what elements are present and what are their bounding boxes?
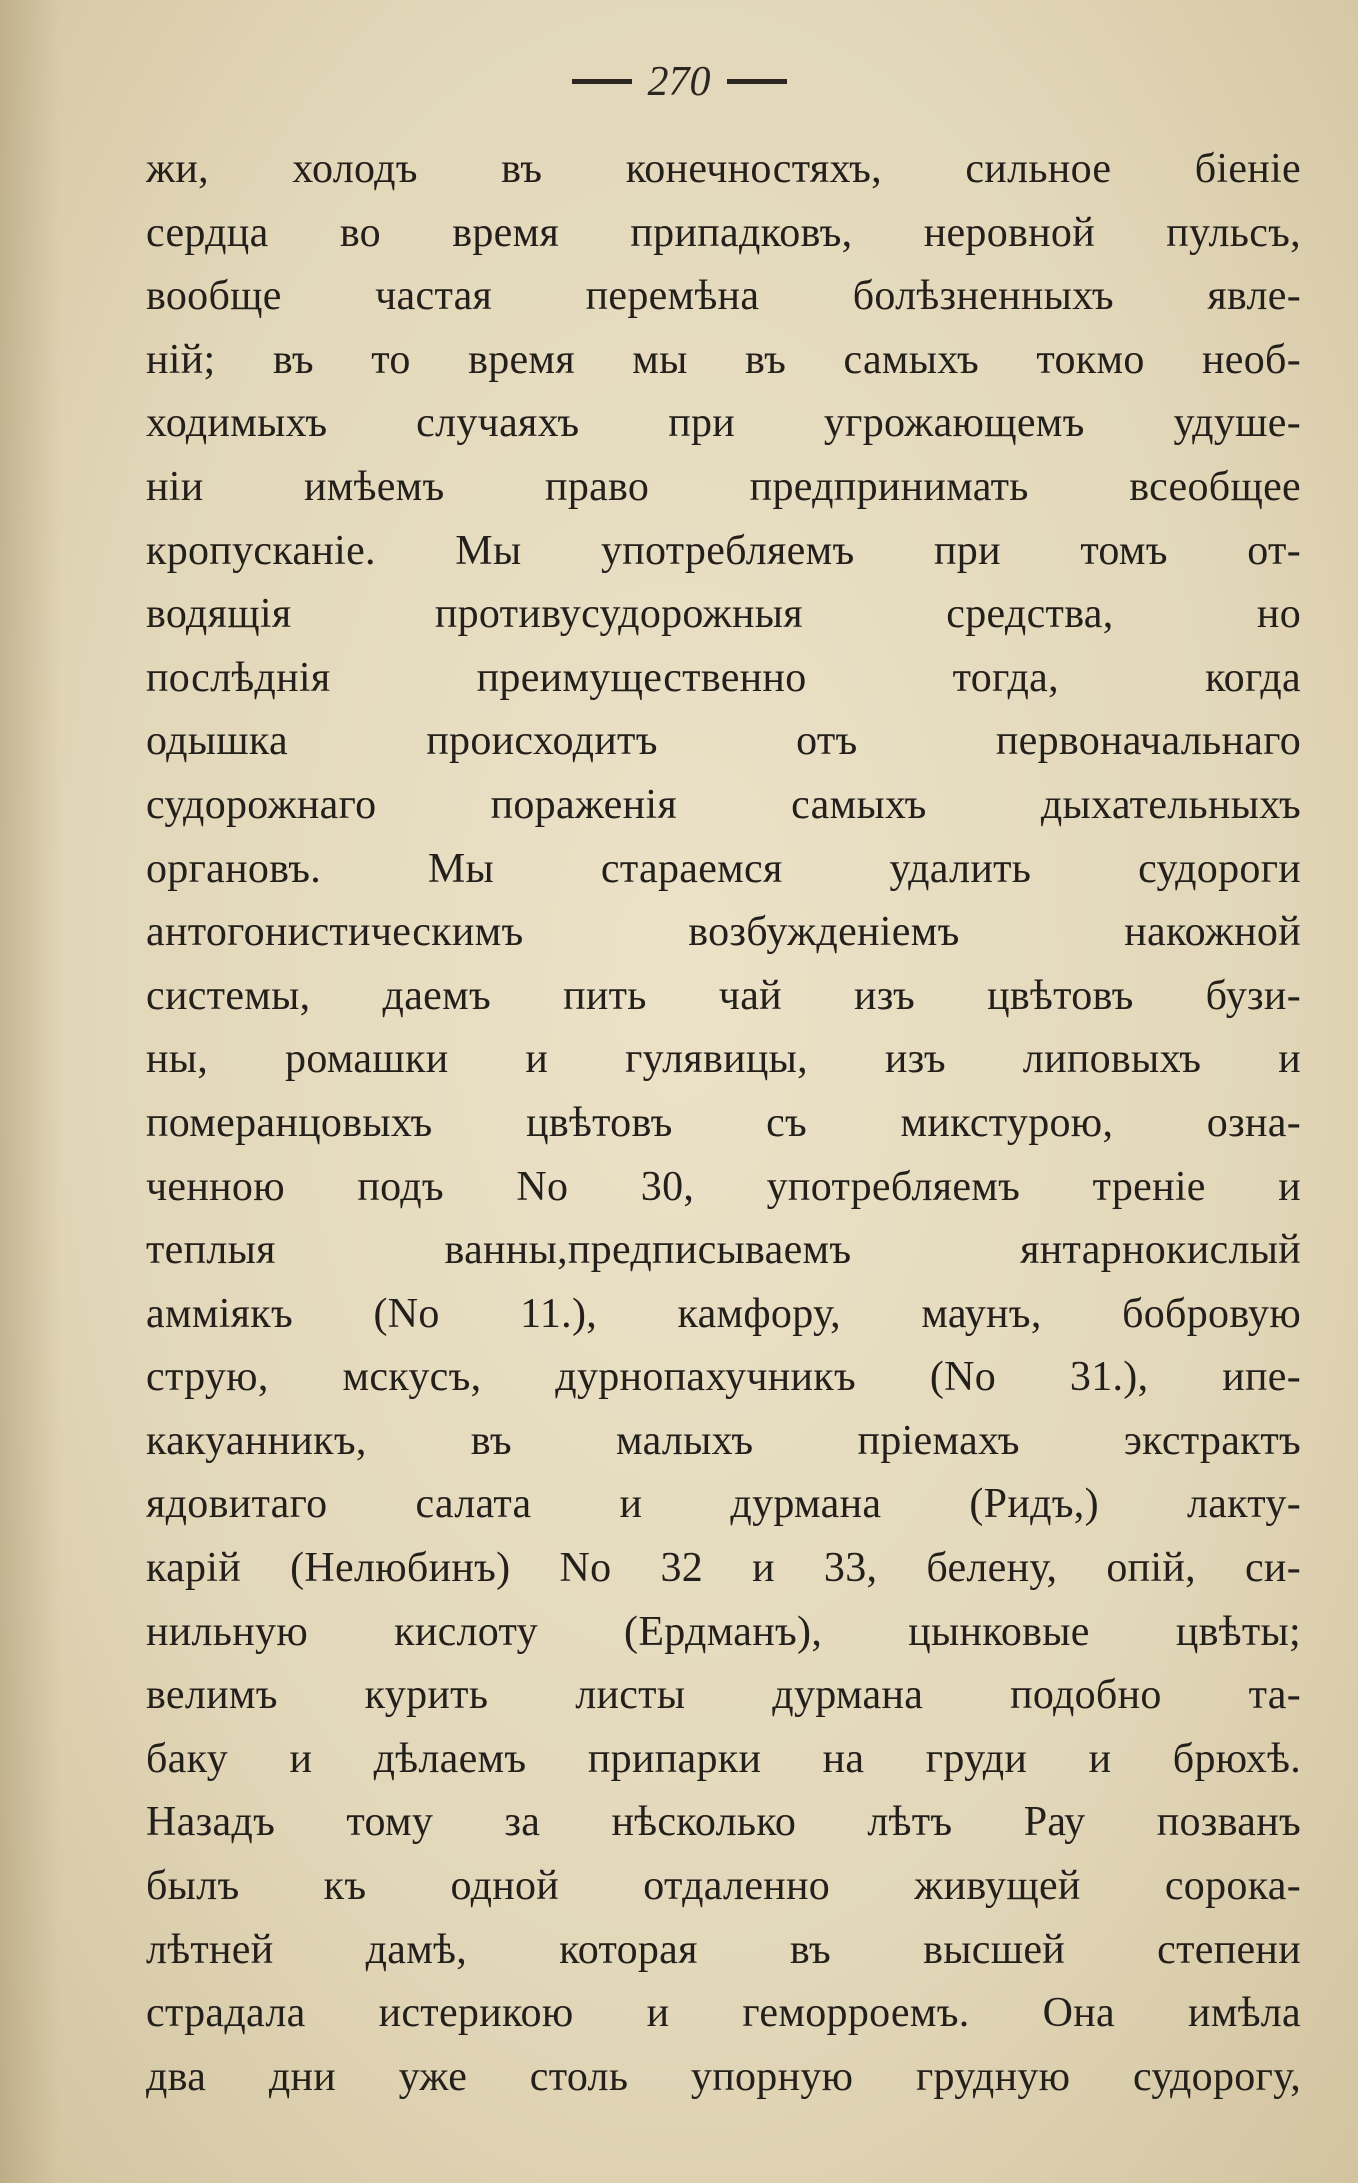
text-line: какуанникъ, въ малыхъ пріемахъ экстрактъ [146, 1417, 1301, 1464]
text-line: ченною подъ No 30, употребляемъ треніе и [146, 1163, 1301, 1210]
text-line: ній; въ то время мы въ самыхъ токмо необ- [146, 336, 1301, 383]
text-line: былъ къ одной отдаленно живущей сорока- [146, 1863, 1301, 1910]
page-number: 270 [647, 59, 711, 105]
text-line: лѣтней дамѣ, которая въ высшей степени [146, 1926, 1301, 1973]
left-dash [572, 79, 632, 84]
text-line: жи, холодъ въ конечностяхъ, сильное біеніе [146, 146, 1301, 192]
text-line: ніи имѣемъ право предпринимать всеобщее [146, 463, 1301, 510]
page-edge-shadow [0, 0, 60, 2183]
text-line: Назадъ тому за нѣсколько лѣтъ Рау позванъ [146, 1799, 1301, 1846]
text-line: два дни уже столь упорную грудную судорогу, [146, 2053, 1301, 2100]
text-line: теплыя ванны,предписываемъ янтарнокислый [146, 1227, 1301, 1274]
text-line: страдала истерикою и геморроемъ. Она имѣла [146, 1990, 1301, 2037]
text-line: струю, мскусъ, дурнопахучникъ (No 31.), ипе- [146, 1354, 1301, 1401]
text-line: баку и дѣлаемъ припарки на груди и брюхѣ. [146, 1735, 1301, 1782]
text-line: одышка происходитъ отъ первоначальнаго [146, 718, 1301, 765]
text-line: антогонистическимъ возбужденіемъ накожной [146, 909, 1301, 956]
text-line: послѣднія преимущественно тогда, когда [146, 654, 1301, 701]
text-line: ны, ромашки и гулявицы, изъ липовыхъ и [146, 1036, 1301, 1083]
text-line: ходимыхъ случаяхъ при угрожающемъ удуше- [146, 400, 1301, 447]
text-line: вообще частая перемѣна болѣзненныхъ явле- [146, 273, 1301, 320]
body-text [146, 138, 1301, 2109]
right-dash [727, 79, 787, 84]
text-line: карій (Нелюбинъ) No 32 и 33, белену, опій, си- [146, 1545, 1301, 1592]
text-line: судорожнаго пораженія самыхъ дыхательныхъ [146, 781, 1301, 828]
text-line: ядовитаго салата и дурмана (Ридъ,) лакту- [146, 1481, 1301, 1528]
page-number-header [0, 58, 1358, 106]
text-line: велимъ курить листы дурмана подобно та- [146, 1672, 1301, 1719]
text-line: системы, даемъ пить чай изъ цвѣтовъ бузи- [146, 972, 1301, 1019]
text-line: сердца во время припадковъ, неровной пульсъ, [146, 209, 1301, 256]
text-line: померанцовыхъ цвѣтовъ съ микстурою, озна- [146, 1099, 1301, 1146]
text-line: аммiякъ (No 11.), камфору, маунъ, бобровую [146, 1290, 1301, 1337]
text-line: органовъ. Мы стараемся удалить судороги [146, 845, 1301, 892]
text-line: кропусканіе. Мы употребляемъ при томъ от- [146, 527, 1301, 574]
text-line: нильную кислоту (Ердманъ), цынковые цвѣты; [146, 1608, 1301, 1655]
text-line: водящія противусудорожныя средства, но [146, 591, 1301, 638]
